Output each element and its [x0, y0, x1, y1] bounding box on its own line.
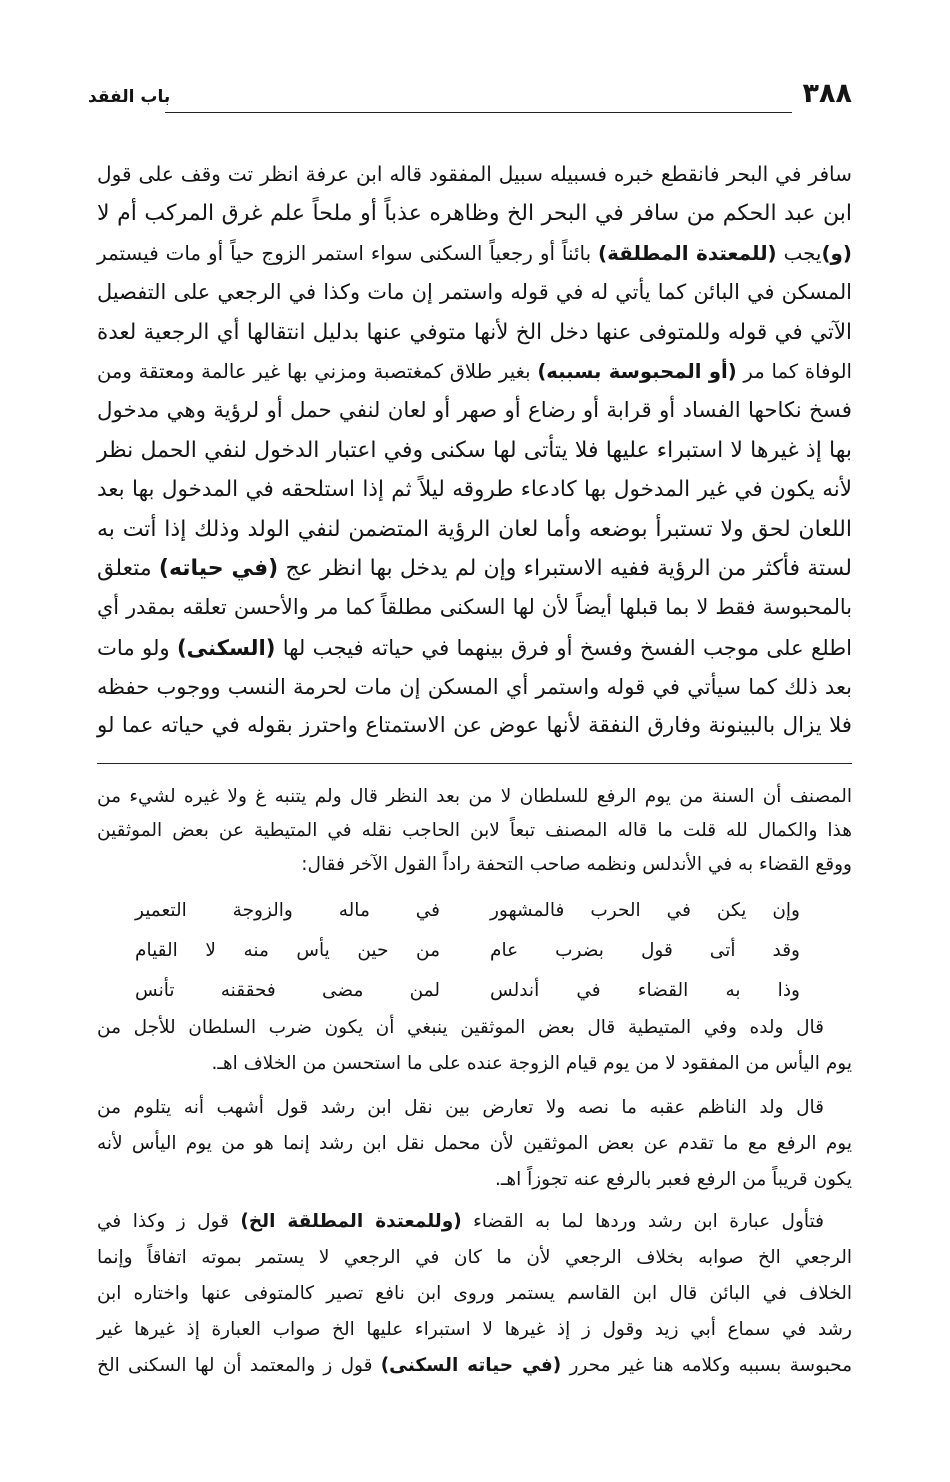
line-text: بعد ذلك كما سيأتي في قوله واستمر أي المسكن إن مات لحرمة النسب ووجوب حفظه	[97, 674, 852, 700]
poem-first-hemistich	[490, 971, 800, 1011]
line-text: اللعان لحق ولا تستبرأ بوضعه وأما لعان الرؤية المتضمن لنفي الولد وذلك إذا أتت به	[97, 516, 852, 542]
text-segment: بائناً أو رجعياً السكنى سواء استمر الزوج حياً أو مات فيستمر	[97, 241, 599, 265]
footnote-line	[97, 1276, 852, 1312]
main-text	[97, 155, 852, 746]
bold-lemma: (وللمعتدة المطلقة الخ)	[240, 1211, 462, 1232]
line-text: ووقع القضاء به في الأندلس ونظمه صاحب التحفة راداً القول الآخر فقال:	[301, 854, 852, 875]
line-text: بالمحبوسة فقط لا بما قبلها أيضاً لأن لها السكنى مطلقاً كما مر والأحسن تعلقه بمقدر أي	[97, 595, 852, 620]
line-text: بها إذ غيرها لا استبراء عليها فلا يتأتى لها سكنى وفي اعتبار الدخول لنفي الحمل نظر	[97, 437, 852, 463]
main-text-line	[97, 667, 852, 706]
footnote-line	[97, 1046, 852, 1082]
line-text: الرجعي الخ صوابه بخلاف الرجعي لأن ما كان في الرجعي لا يستمر بموته اتفاقاً وإنما	[97, 1247, 852, 1268]
footnote-line	[97, 814, 852, 848]
main-text-line	[97, 352, 852, 391]
chapter-title: باب الفقد	[88, 87, 171, 107]
footnote-line	[97, 1312, 852, 1348]
line-text	[97, 360, 852, 383]
main-text-line	[97, 510, 852, 549]
text-segment: ولو مات	[97, 634, 177, 660]
line-text: سافر في البحر فانقطع خبره فسبيله سبيل المفقود قاله ابن عرفة انظر تت وقف على قول	[97, 162, 852, 186]
bold-lemma: (أو المحبوسة بسببه)	[537, 359, 737, 383]
hemistich-text: في ماله والزوجة التعمير	[135, 900, 440, 921]
main-text-line	[97, 706, 852, 745]
hemistich-text: وذا به القضاء في أندلس	[490, 980, 800, 1001]
bold-lemma: (للمعتدة المطلقة)	[598, 241, 777, 265]
poem-verse	[0, 931, 950, 971]
hemistich-text: وإن يكن في الحرب فالمشهور	[490, 900, 800, 921]
hemistich-text: لمن مضى فحققنه تأنس	[135, 980, 440, 1001]
footnote-line	[97, 780, 852, 814]
line-text: قال ولد الناظم عقبه ما نصه ولا تعارض بين نقل ابن رشد قول أشهب أنه يتلوم من	[97, 1097, 824, 1118]
text-segment: الوفاة كما مر	[736, 359, 852, 383]
text-segment: فتأول عبارة ابن رشد وردها لما به القضاء	[461, 1211, 824, 1232]
line-text	[97, 1211, 824, 1232]
footnote-line	[97, 1240, 852, 1276]
text-segment: بغير طلاق كمغتصبة ومزني بها غير عالمة ومعتقة ومن	[97, 359, 538, 383]
poem-verse	[0, 891, 950, 931]
footnote-separator	[97, 763, 852, 764]
line-text: يوم الرفع مع ما تقدم عن بعض الموثقين لأن محمل نقل ابن رشد إنما هو من يوم اليأس لأنه	[97, 1133, 852, 1154]
line-text: هذا والكمال لله قلت ما قاله المصنف تبعاً لابن الحاجب نقله في المتيطية عن بعض الموثقين	[97, 820, 852, 841]
bold-lemma: (في حياته السكنى)	[380, 1355, 562, 1376]
line-text: رشد في سماع أبي زيد وقول ز إذ غيرها لا استبراء عليها الخ صواب العبارة إذ غيرها غير	[97, 1319, 852, 1340]
poem-first-hemistich	[490, 931, 800, 971]
poem-first-hemistich	[490, 891, 800, 931]
line-text: ابن عبد الحكم من سافر في البحر الخ وظاهره عذباً أو ملحاً علم غرق المركب أم لا	[97, 201, 852, 227]
line-text: فلا يزال بالبينونة وفارق النفقة لأنها عوض عن الاستمتاع واحترز بقوله في حياته عما لو	[97, 713, 852, 739]
footnote-line	[97, 1090, 852, 1126]
line-text	[97, 242, 852, 265]
main-text-line	[97, 391, 852, 430]
hemistich-text: من حين يأس منه لا القيام	[135, 940, 440, 961]
main-text-line	[97, 431, 852, 470]
footnote-line	[97, 848, 852, 882]
line-text: الآتي في قوله وللمتوفى عنها دخل الخ لأنها متوفي عنها بدليل انتقالها أي الرجعية لعدة	[97, 319, 852, 345]
bold-lemma: (و)	[821, 241, 852, 265]
line-text	[97, 556, 852, 581]
main-text-line	[97, 628, 852, 667]
footnote-line	[97, 1010, 852, 1046]
text-segment: قول ز والمعتمد أن لها السكنى الخ	[97, 1355, 381, 1376]
line-text: فسخ نكاحها الفساد أو قرابة أو رضاع أو صهر أو لعان لنفي حمل أو لرؤية وهي مدخول	[97, 398, 852, 424]
line-text: لأنه يكون في غير المدخول بها كادعاء طروقه ليلاً ثم إذا استلحقه في المدخول بها بعد	[97, 477, 852, 503]
text-segment: يجب	[776, 241, 822, 265]
main-text-line	[97, 313, 852, 352]
main-text-line	[97, 549, 852, 588]
main-text-line	[97, 155, 852, 194]
bold-lemma: (في حياته)	[158, 555, 279, 581]
header-rule	[165, 112, 792, 113]
main-text-line	[97, 194, 852, 233]
line-text: يوم اليأس من المفقود لا من يوم قيام الزوجة عنده على ما استحسن من الخلاف اهـ.	[211, 1053, 852, 1074]
line-text: قال ولده وفي المتيطية قال بعض الموثقين ينبغي أن يكون ضرب السلطان للأجل من	[97, 1017, 824, 1038]
main-text-line	[97, 470, 852, 509]
footnote-intro	[97, 780, 852, 882]
footnote-line	[97, 1162, 852, 1198]
line-text	[97, 635, 852, 660]
footnote-paragraph-a	[97, 1010, 852, 1082]
line-text	[97, 1355, 852, 1376]
line-text: المسكن في البائن كما يأتي له في قوله واستمر إن مات وكذا في الرجعي على التفصيل	[97, 280, 852, 305]
footnote-line	[97, 1204, 852, 1240]
text-segment: اطلع على موجب الفسخ وفسخ أو فرق بينهما في حياته فيجب لها	[275, 634, 852, 660]
text-segment: قول ز وكذا في	[97, 1211, 241, 1232]
text-segment: محبوسة بسببه وكلامه هنا غير محرر	[561, 1355, 852, 1376]
poem-second-hemistich	[135, 891, 440, 931]
poem-second-hemistich	[135, 971, 440, 1011]
main-text-line	[97, 588, 852, 627]
text-segment: لستة فأكثر من الرؤية ففيه الاستبراء وإن لم يدخل بها انظر عج	[278, 555, 852, 581]
poem-verse	[0, 971, 950, 1011]
footnote-paragraph-c	[97, 1204, 852, 1384]
footnote-paragraph-b	[97, 1090, 852, 1198]
page-number: ٣٨٨	[802, 78, 852, 109]
footnote-line	[97, 1126, 852, 1162]
text-segment: متعلق	[97, 555, 159, 581]
hemistich-text: وقد أتى قول بضرب عام	[490, 940, 800, 961]
bold-lemma: (السكنى)	[176, 634, 276, 660]
main-text-line	[97, 234, 852, 273]
footnote-line	[97, 1348, 852, 1384]
line-text: الخلاف في البائن قال ابن القاسم يستمر وروى ابن نافع تصير كالمتوفى عنها واختاره ابن	[97, 1283, 852, 1304]
main-text-line	[97, 273, 852, 312]
line-text: يكون قريباً من الرفع فعبر بالرفع عنه تجوزاً اهـ.	[495, 1169, 852, 1190]
line-text: المصنف أن السنة من يوم الرفع للسلطان لا من بعد النظر قال ولم يتنبه غ ولا غيره لشيء من	[97, 786, 852, 807]
poem	[0, 891, 950, 1011]
poem-second-hemistich	[135, 931, 440, 971]
